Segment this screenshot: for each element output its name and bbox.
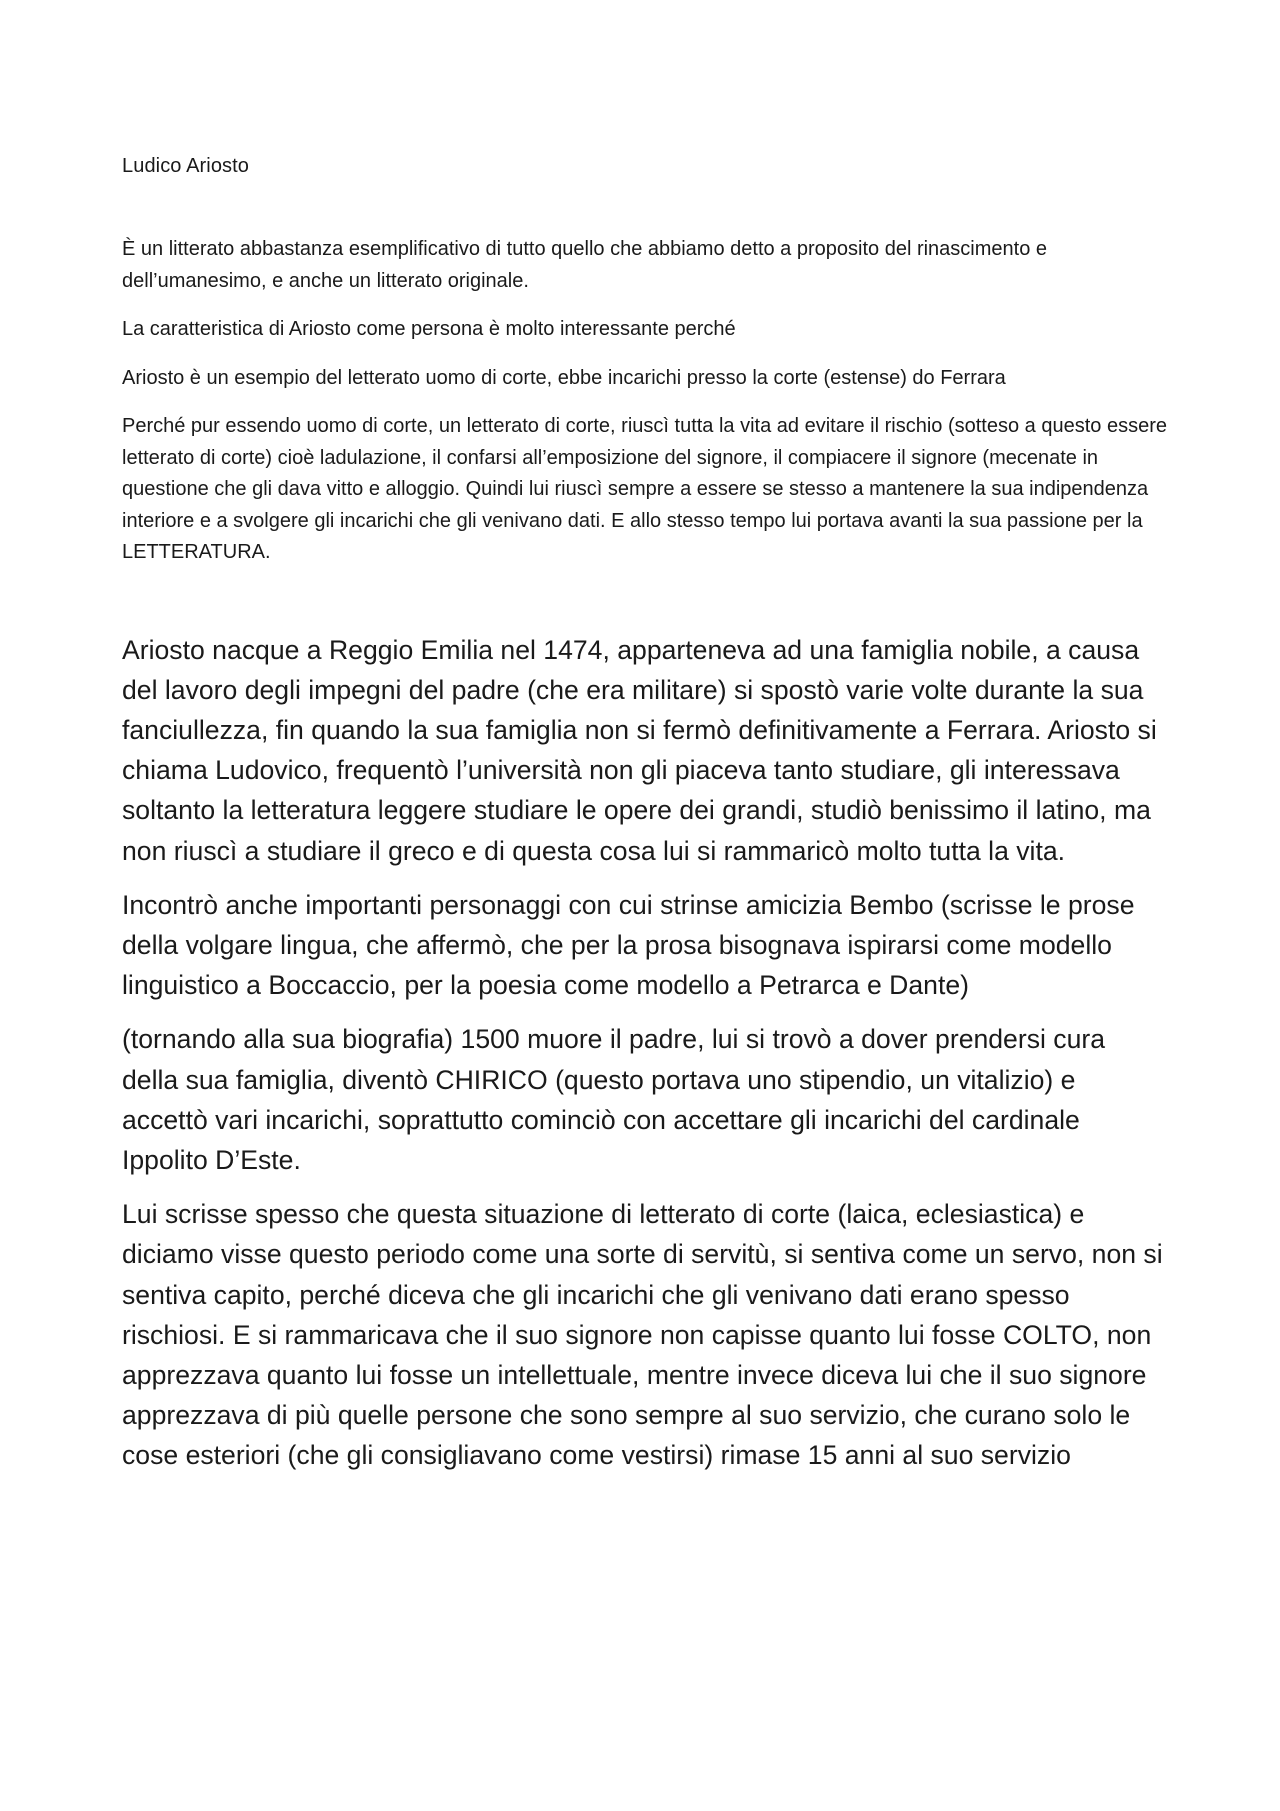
body-paragraph-1: Ariosto nacque a Reggio Emilia nel 1474, apparteneva ad una famiglia nobile, a causa del lavoro degli impegni del padre (che era militare) si spostò varie volte durante la sua fanciullezza, fin quando la sua famiglia non si fermò definitivamente a Ferrara. Ariosto si chiama Ludovico, frequentò l’università non gli piaceva tanto studiare, gli interessava soltanto la letteratura leggere studiare le opere dei grandi, studiò benissimo il latino, ma non riuscì a studiare il greco e di questa cosa lui si rammaricò molto tutta la vita.: [122, 634, 1157, 866]
intro-paragraph-3: Ariosto è un esempio del letterato uomo di corte, ebbe incarichi presso la corte (estense) do Ferrara: [122, 366, 1006, 389]
body-paragraph-3: (tornando alla sua biografia) 1500 muore il padre, lui si trovò a dover prendersi cura della sua famiglia, diventò CHIRICO (questo portava uno stipendio, un vitalizio) e accettò vari incarichi, soprattutto cominciò con accettare gli incarichi del cardinale Ippolito D’Este.: [122, 1024, 1106, 1175]
intro-paragraph-4: Perché pur essendo uomo di corte, un letterato di corte, riuscì tutta la vita ad evitare il rischio (sotteso a questo essere letterato di corte) cioè ladulazione, il confarsi all’emposizione del signore, il compiacere il signore (mecenate in questione che gli dava vitto e alloggio. Quindi lui riuscì sempre a essere se stesso a mantenere la sua indipendenza interiore e a svolgere gli incarichi che gli venivano dati. E allo stesso tempo lui portava avanti la sua passione per la LETTERATURA.: [122, 415, 1167, 563]
body-paragraph-2: Incontrò anche importanti personaggi con cui strinse amicizia Bembo (scrisse le prose della volgare lingua, che affermò, che per la prosa bisognava ispirarsi come modello linguistico a Boccaccio, per la poesia come modello a Petrarca e Dante): [122, 889, 1135, 1001]
document-title: Ludico Ariosto: [122, 155, 250, 177]
intro-paragraph-2: La caratteristica di Ariosto come persona è molto interessante perché: [122, 318, 736, 340]
intro-paragraph-1: È un litterato abbastanza esemplificativo di tutto quello che abbiamo detto a proposito del rinascimento e dell’umanesimo, e anche un litterato originale.: [122, 238, 1047, 292]
document-body: [122, 150, 1168, 1490]
body-paragraph-4: Lui scrisse spesso che questa situazione di letterato di corte (laica, eclesiastica) e diciamo visse questo periodo come una sorte di servitù, si sentiva come un servo, non si sentiva capito, perché diceva che gli incarichi che gli venivano dati erano spesso rischiosi. E si rammaricava che il suo signore non capisse quanto lui fosse COLTO, non apprezzava quanto lui fosse un intellettuale, mentre invece diceva lui che il suo signore apprezzava di più quelle persone che sono sempre al suo servizio, che curano solo le cose esteriori (che gli consigliavano come vestirsi) rimase 15 anni al suo servizio: [122, 1199, 1163, 1471]
section-spacer: [122, 586, 1168, 630]
